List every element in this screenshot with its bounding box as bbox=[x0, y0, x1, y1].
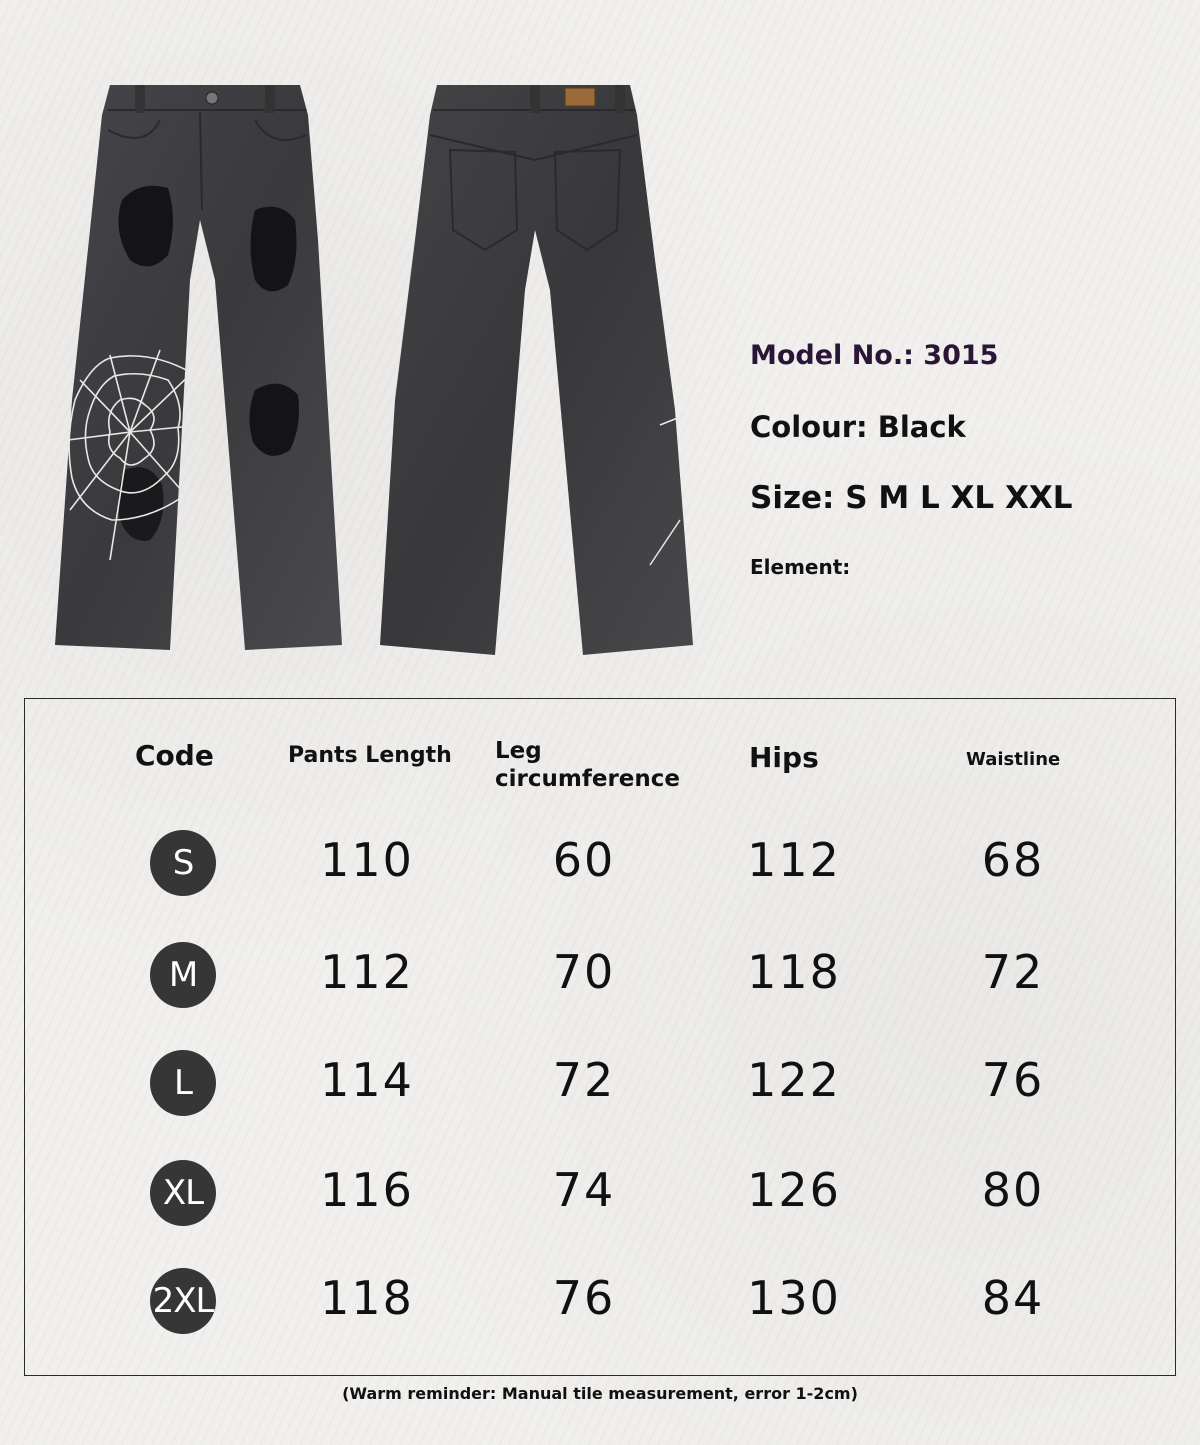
size-badge: S bbox=[150, 830, 216, 896]
waistline-value: 72 bbox=[981, 945, 1045, 999]
colour-label: Colour: Black bbox=[750, 410, 966, 444]
pants-length-value: 110 bbox=[320, 833, 414, 887]
header-leg-line1: Leg bbox=[495, 738, 542, 764]
table-row bbox=[25, 1045, 1175, 1125]
jeans-front-image bbox=[50, 80, 365, 660]
hips-value: 112 bbox=[747, 833, 841, 887]
size-label: Size: S M L XL XXL bbox=[750, 480, 1073, 516]
size-badge: XL bbox=[150, 1160, 216, 1226]
size-badge: L bbox=[150, 1050, 216, 1116]
hips-value: 126 bbox=[747, 1163, 841, 1217]
table-row bbox=[25, 937, 1175, 1017]
waistline-value: 84 bbox=[981, 1271, 1045, 1325]
measurement-note: (Warm reminder: Manual tile measurement, error 1-2cm) bbox=[342, 1384, 858, 1403]
leg-circumference-value: 70 bbox=[552, 945, 616, 999]
waistline-value: 76 bbox=[981, 1053, 1045, 1107]
header-pants-length: Pants Length bbox=[288, 743, 452, 768]
header-code: Code bbox=[135, 739, 214, 772]
hips-value: 130 bbox=[747, 1271, 841, 1325]
leg-circumference-value: 76 bbox=[552, 1271, 616, 1325]
jeans-back-image bbox=[375, 80, 700, 660]
leg-circumference-value: 72 bbox=[552, 1053, 616, 1107]
header-leg-circumference bbox=[495, 737, 680, 793]
size-badge: 2XL bbox=[150, 1268, 216, 1334]
leg-circumference-value: 60 bbox=[552, 833, 616, 887]
waistline-value: 68 bbox=[981, 833, 1045, 887]
header-leg-line2: circumference bbox=[495, 766, 680, 792]
element-label: Element: bbox=[750, 555, 851, 579]
leg-circumference-value: 74 bbox=[552, 1163, 616, 1217]
size-badge: M bbox=[150, 942, 216, 1008]
size-chart bbox=[24, 698, 1176, 1376]
header-hips: Hips bbox=[749, 741, 819, 774]
hips-value: 122 bbox=[747, 1053, 841, 1107]
pants-length-value: 116 bbox=[320, 1163, 414, 1217]
table-row bbox=[25, 825, 1175, 905]
pants-length-value: 114 bbox=[320, 1053, 414, 1107]
table-row bbox=[25, 1155, 1175, 1235]
hips-value: 118 bbox=[747, 945, 841, 999]
leather-patch-icon bbox=[565, 88, 595, 106]
waistline-value: 80 bbox=[981, 1163, 1045, 1217]
pants-length-value: 118 bbox=[320, 1271, 414, 1325]
model-number: Model No.: 3015 bbox=[750, 340, 999, 371]
table-row bbox=[25, 1263, 1175, 1343]
pants-length-value: 112 bbox=[320, 945, 414, 999]
header-waistline: Waistline bbox=[966, 749, 1061, 770]
